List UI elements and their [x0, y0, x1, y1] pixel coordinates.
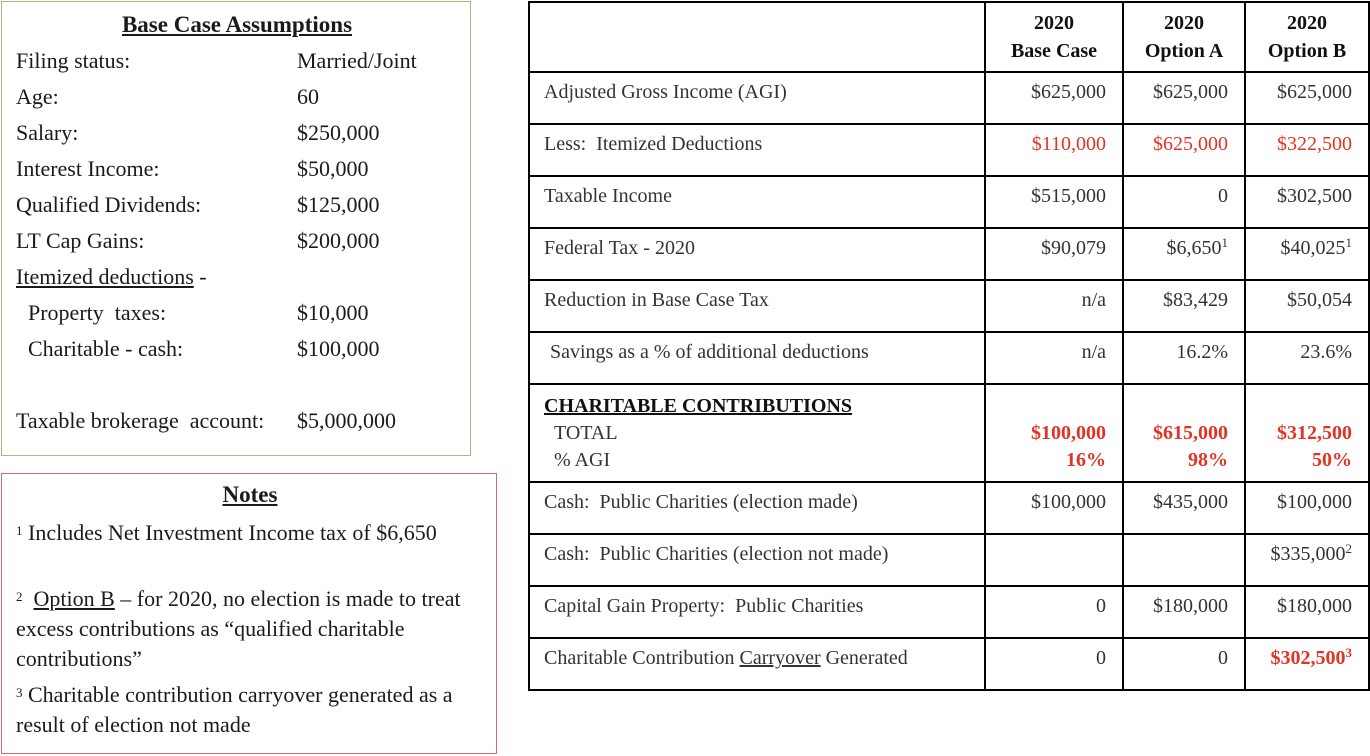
value-text: $40,025 [1280, 237, 1346, 259]
charitable-label-cell [529, 384, 985, 482]
row-label: Adjusted Gross Income (AGI) [529, 72, 985, 124]
row-label: Federal Tax - 2020 [529, 228, 985, 280]
pct-value: 98% [1188, 449, 1228, 471]
label-text: Generated [820, 647, 908, 669]
assumption-label: LT Cap Gains: [16, 228, 145, 253]
assumption-label: Charitable - cash: [28, 336, 184, 361]
notes-panel [1, 473, 497, 754]
base-case-value: $100,000 [985, 482, 1123, 534]
note-text: – for 2020, no election is made to treat excess contributions as “qualified charitable contributions” [16, 586, 461, 671]
table-row [529, 280, 1369, 332]
note-1 [16, 518, 486, 548]
option-b-value [1245, 638, 1369, 690]
assumptions-title: Base Case Assumptions [121, 12, 353, 37]
assumption-label: Salary: [16, 120, 79, 145]
table-row [529, 72, 1369, 124]
option-a-charitable [1123, 384, 1245, 482]
option-b-charitable [1245, 384, 1369, 482]
assumption-value: $50,000 [297, 156, 369, 181]
footnote-mark: 1 [16, 523, 23, 538]
table-row [529, 332, 1369, 384]
assumption-value: $5,000,000 [297, 408, 396, 433]
base-case-value: $110,000 [985, 124, 1123, 176]
base-case-value: n/a [985, 332, 1123, 384]
assumption-label: Qualified Dividends: [16, 192, 202, 217]
carryover-term: Carryover [739, 647, 821, 669]
value-text: $335,000 [1270, 543, 1346, 565]
header-base-case [985, 2, 1123, 72]
base-case-value: 0 [985, 638, 1123, 690]
row-label: Less: Itemized Deductions [529, 124, 985, 176]
assumption-value: $10,000 [297, 300, 369, 325]
option-a-value: $625,000 [1123, 72, 1245, 124]
assumption-value: $250,000 [297, 120, 380, 145]
header-option-b [1245, 2, 1369, 72]
header-row [529, 2, 1369, 72]
charitable-contributions-row [529, 384, 1369, 482]
notes-title: Notes [222, 482, 278, 507]
pct-value: 16% [1066, 449, 1106, 471]
base-case-value [985, 534, 1123, 586]
row-label: Savings as a % of additional deductions [529, 332, 985, 384]
option-a-value: $625,000 [1123, 124, 1245, 176]
pct-value: 50% [1312, 449, 1352, 471]
assumption-label: Property taxes: [28, 300, 167, 325]
header-name: Option A [1144, 40, 1224, 62]
assumption-label: Taxable brokerage account: [16, 408, 265, 433]
option-b-value: $302,500 [1245, 176, 1369, 228]
footnote-mark: 1 [1345, 235, 1352, 250]
option-a-value: 0 [1123, 638, 1245, 690]
assumption-value: $200,000 [297, 228, 380, 253]
footnote-mark: 1 [1221, 235, 1228, 250]
table-row [529, 586, 1369, 638]
table-row [529, 482, 1369, 534]
header-year: 2020 [1164, 12, 1204, 34]
option-b-value: $322,500 [1245, 124, 1369, 176]
footnote-mark: 2 [1345, 541, 1352, 556]
header-year: 2020 [1034, 12, 1074, 34]
assumptions-panel [1, 1, 471, 456]
header-name: Option B [1267, 40, 1347, 62]
table-row [529, 176, 1369, 228]
base-case-value: $515,000 [985, 176, 1123, 228]
comparison-table [528, 1, 1370, 691]
base-case-value: n/a [985, 280, 1123, 332]
footnote-mark: 3 [1345, 645, 1352, 660]
value-text: $302,500 [1270, 647, 1346, 669]
itemized-deductions-heading [16, 264, 207, 290]
header-year: 2020 [1287, 12, 1327, 34]
pct-agi-label: % AGI [554, 449, 611, 471]
base-case-value: $90,079 [985, 228, 1123, 280]
assumption-label: Age: [16, 84, 59, 109]
option-a-value: 0 [1123, 176, 1245, 228]
assumption-label: Interest Income: [16, 156, 160, 181]
option-b-value [1245, 534, 1369, 586]
base-case-value: 0 [985, 586, 1123, 638]
assumption-value: 60 [297, 84, 319, 109]
label-text: Charitable Contribution [544, 647, 740, 669]
row-label: Reduction in Base Case Tax [529, 280, 985, 332]
table-row [529, 638, 1369, 690]
base-case-charitable [985, 384, 1123, 482]
option-b-value: 23.6% [1245, 332, 1369, 384]
header-blank-cell [529, 2, 985, 72]
option-a-value [1123, 534, 1245, 586]
itemized-deductions-label: Itemized deductions [16, 264, 194, 289]
table-row [529, 228, 1369, 280]
option-a-value: $180,000 [1123, 586, 1245, 638]
row-label [529, 638, 985, 690]
assumption-value: $100,000 [297, 336, 380, 361]
option-b-value: $625,000 [1245, 72, 1369, 124]
row-label: Capital Gain Property: Public Charities [529, 586, 985, 638]
value-text: $6,650 [1166, 237, 1222, 259]
note-text: Charitable contribution carryover generated as a result of election not made [16, 682, 453, 737]
table-row [529, 124, 1369, 176]
option-b-value: $50,054 [1245, 280, 1369, 332]
note-2 [16, 584, 486, 674]
option-b-value: $100,000 [1245, 482, 1369, 534]
option-b-ref: Option B [33, 586, 115, 611]
option-b-value: $180,000 [1245, 586, 1369, 638]
table-row [529, 534, 1369, 586]
total-value: $312,500 [1277, 422, 1352, 444]
note-text: Includes Net Investment Income tax of $6,650 [22, 520, 437, 545]
assumption-label: Filing status: [16, 48, 131, 73]
row-label: Cash: Public Charities (election made) [529, 482, 985, 534]
total-value: $100,000 [1031, 422, 1106, 444]
row-label: Taxable Income [529, 176, 985, 228]
header-name: Base Case [1010, 40, 1098, 62]
header-option-a [1123, 2, 1245, 72]
footnote-mark: 2 [16, 589, 23, 604]
charitable-heading: CHARITABLE CONTRIBUTIONS [544, 395, 853, 417]
base-case-value: $625,000 [985, 72, 1123, 124]
option-a-value: $83,429 [1123, 280, 1245, 332]
assumption-value: Married/Joint [297, 48, 417, 73]
option-b-value [1245, 228, 1369, 280]
option-a-value [1123, 228, 1245, 280]
option-a-value: $435,000 [1123, 482, 1245, 534]
note-3 [16, 680, 486, 740]
row-label: Cash: Public Charities (election not made) [529, 534, 985, 586]
option-a-value: 16.2% [1123, 332, 1245, 384]
total-label: TOTAL [554, 422, 618, 444]
assumption-value: $125,000 [297, 192, 380, 217]
footnote-mark: 3 [16, 685, 23, 700]
total-value: $615,000 [1153, 422, 1228, 444]
itemized-deductions-suffix: - [193, 264, 207, 289]
